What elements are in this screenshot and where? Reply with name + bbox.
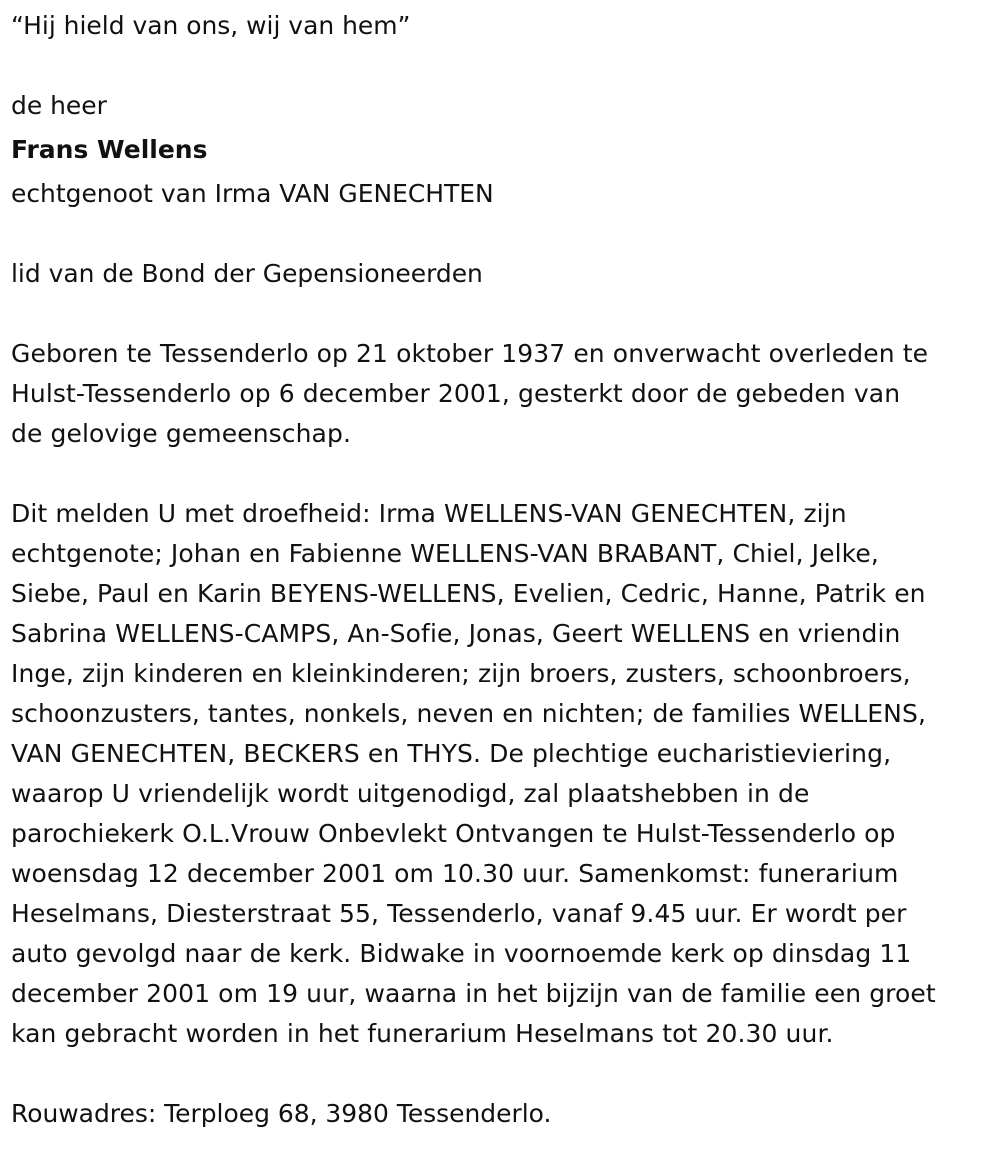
paragraph-line: kan gebracht worden in het funerarium Heselmans tot 20.30 uur. <box>11 1019 834 1048</box>
paragraph-line: Dit melden U met droefheid: Irma WELLENS-VAN GENECHTEN, zijn <box>11 499 847 528</box>
paragraph-line: Sabrina WELLENS-CAMPS, An-Sofie, Jonas, Geert WELLENS en vriendin <box>11 619 901 648</box>
paragraph-line: woensdag 12 december 2001 om 10.30 uur. Samenkomst: funerarium <box>11 859 899 888</box>
paragraph-line: schoonzusters, tantes, nonkels, neven en nichten; de families WELLENS, <box>11 699 926 728</box>
membership-line: lid van de Bond der Gepensioneerden <box>11 259 483 288</box>
spacer <box>11 294 991 334</box>
mourning-address: Rouwadres: Terploeg 68, 3980 Tessenderlo. <box>11 1099 552 1128</box>
paragraph-line: Siebe, Paul en Karin BEYENS-WELLENS, Evelien, Cedric, Hanne, Patrik en <box>11 579 926 608</box>
paragraph-line: Hulst-Tessenderlo op 6 december 2001, gesterkt door de gebeden van <box>11 379 901 408</box>
paragraph-line: parochiekerk O.L.Vrouw Onbevlekt Ontvangen te Hulst-Tessenderlo op <box>11 819 896 848</box>
birth-death-paragraph <box>11 334 986 454</box>
paragraph-line: december 2001 om 19 uur, waarna in het bijzijn van de familie een groet <box>11 979 936 1008</box>
paragraph-line: Geboren te Tessenderlo op 21 oktober 1937 en onverwacht overleden te <box>11 339 929 368</box>
spacer <box>11 214 991 254</box>
paragraph-line: auto gevolgd naar de kerk. Bidwake in voornoemde kerk op dinsdag 11 <box>11 939 912 968</box>
obituary-notice <box>11 6 991 1134</box>
spacer <box>11 1054 991 1094</box>
deceased-name: Frans Wellens <box>11 135 208 164</box>
spouse-line: echtgenoot van Irma VAN GENECHTEN <box>11 179 494 208</box>
paragraph-line: VAN GENECHTEN, BECKERS en THYS. De plechtige eucharistieviering, <box>11 739 892 768</box>
paragraph-line: echtgenote; Johan en Fabienne WELLENS-VAN BRABANT, Chiel, Jelke, <box>11 539 879 568</box>
paragraph-line: de gelovige gemeenschap. <box>11 419 351 448</box>
paragraph-line: waarop U vriendelijk wordt uitgenodigd, zal plaatshebben in de <box>11 779 810 808</box>
paragraph-line: Inge, zijn kinderen en kleinkinderen; zijn broers, zusters, schoonbroers, <box>11 659 911 688</box>
announcement-paragraph <box>11 494 986 1054</box>
title-line: de heer <box>11 91 107 120</box>
quote-line: “Hij hield van ons, wij van hem” <box>11 11 411 40</box>
spacer <box>11 454 991 494</box>
paragraph-line: Heselmans, Diesterstraat 55, Tessenderlo, vanaf 9.45 uur. Er wordt per <box>11 899 907 928</box>
spacer <box>11 46 991 86</box>
